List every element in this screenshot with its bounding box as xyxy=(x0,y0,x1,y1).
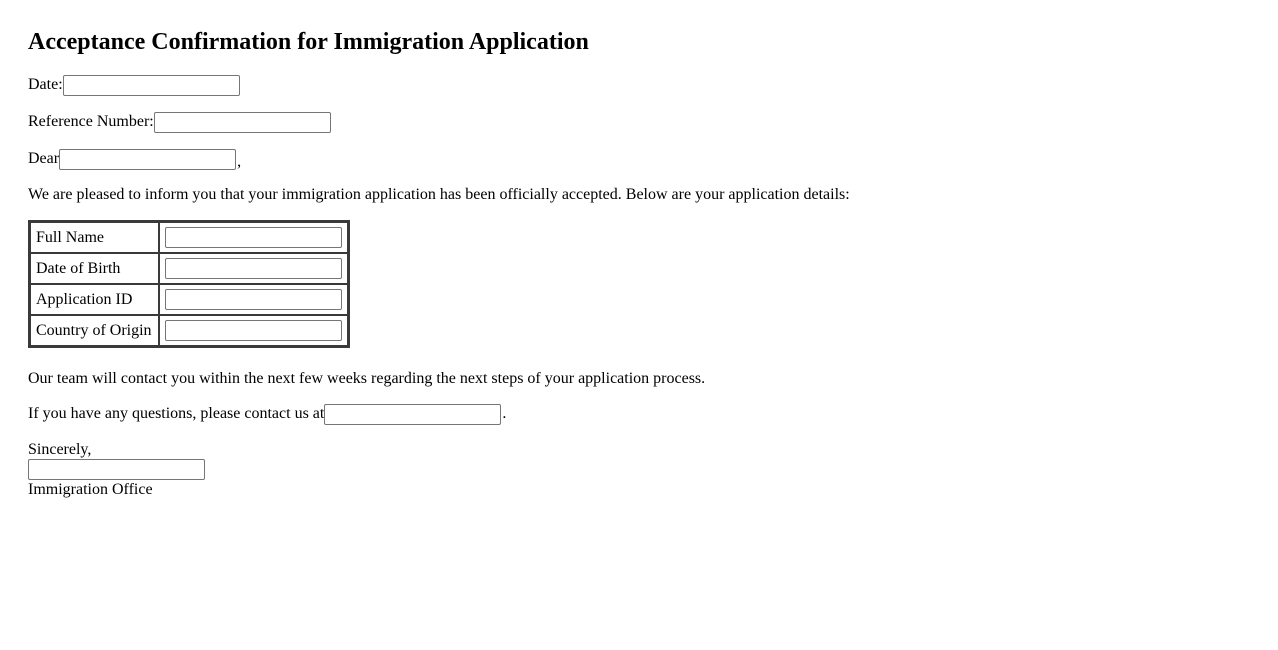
closing-block xyxy=(28,440,205,499)
country-of-origin-cell xyxy=(159,315,348,346)
followup-paragraph-row xyxy=(28,368,705,390)
table-row xyxy=(30,253,348,284)
dear-comma: , xyxy=(237,153,242,170)
country-of-origin-input[interactable] xyxy=(165,320,342,341)
full-name-input[interactable] xyxy=(165,227,342,248)
date-input[interactable] xyxy=(63,75,240,96)
application-id-input[interactable] xyxy=(165,289,342,310)
intro-paragraph: We are pleased to inform you that your immigration application has been officially accepted. Below are your application details: xyxy=(28,186,850,203)
full-name-cell xyxy=(159,222,348,253)
reference-row xyxy=(28,111,331,133)
followup-paragraph: Our team will contact you within the next few weeks regarding the next steps of your application process. xyxy=(28,370,706,387)
contact-email-input[interactable] xyxy=(324,404,501,425)
application-details-table xyxy=(28,220,350,348)
application-id-cell xyxy=(159,284,348,315)
dear-row xyxy=(28,148,241,170)
date-of-birth-label: Date of Birth xyxy=(30,253,159,284)
closing-salutation: Sincerely, xyxy=(28,441,92,458)
contact-text: If you have any questions, please contact us at xyxy=(28,405,325,422)
date-row xyxy=(28,74,240,96)
date-of-birth-cell xyxy=(159,253,348,284)
date-label: Date: xyxy=(28,76,63,93)
page-title: Acceptance Confirmation for Immigration Application xyxy=(28,29,589,55)
contact-row xyxy=(28,403,506,425)
reference-number-input[interactable] xyxy=(154,112,331,133)
contact-period: . xyxy=(502,405,507,422)
reference-label: Reference Number: xyxy=(28,113,154,130)
country-of-origin-label: Country of Origin xyxy=(30,315,159,346)
full-name-label: Full Name xyxy=(30,222,159,253)
table-row xyxy=(30,284,348,315)
dear-label: Dear xyxy=(28,150,60,167)
date-of-birth-input[interactable] xyxy=(165,258,342,279)
application-id-label: Application ID xyxy=(30,284,159,315)
intro-paragraph-row xyxy=(28,184,850,206)
table-row xyxy=(30,222,348,253)
signature-input[interactable] xyxy=(28,459,205,480)
recipient-name-input[interactable] xyxy=(59,149,236,170)
table-row xyxy=(30,315,348,346)
office-name: Immigration Office xyxy=(28,481,153,498)
